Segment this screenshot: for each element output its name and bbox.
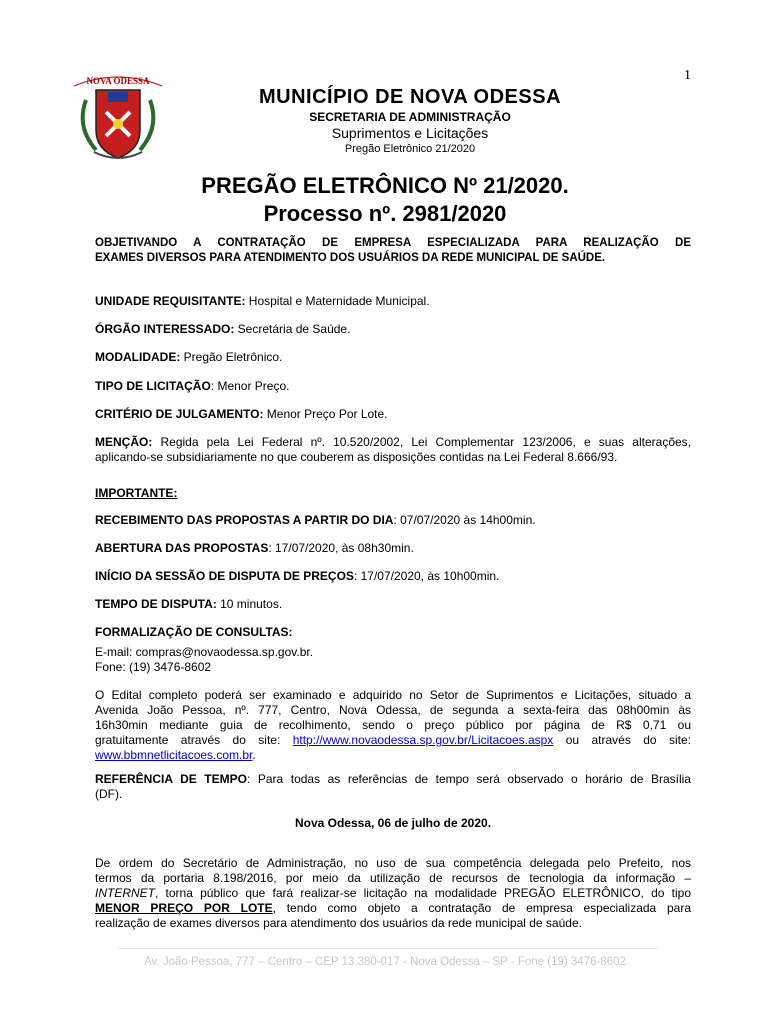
edital-paragraph	[95, 688, 691, 763]
closing-line-1: De ordem do Secretário de Administração, no uso de sua competência delegada pelo Prefeito, nos	[95, 856, 691, 870]
secretariat: SECRETARIA DE ADMINISTRAÇÃO	[309, 110, 511, 124]
consultas-email: E-mail: compras@novaodessa.sp.gov.br.	[95, 645, 314, 659]
reference: Pregão Eletrônico 21/2020	[344, 143, 476, 155]
internet-text: INTERNET	[95, 886, 155, 900]
field-label: CRITÉRIO DE JULGAMENTO:	[95, 407, 264, 421]
objective-line-2: EXAMES DIVERSOS PARA ATENDIMENTO DOS USUÁRIOS DA REDE MUNICIPAL DE SAÚDE.	[95, 252, 606, 264]
closing-line-5: realização de exames diversos para atendimento dos usuários da rede municipal de saúde.	[95, 916, 582, 930]
field-label: MODALIDADE:	[95, 350, 181, 364]
edital-line-4	[95, 733, 691, 748]
closing-text: , tendo como objeto a contratação de empresa especializada para	[272, 901, 692, 915]
field-mencao	[95, 435, 691, 465]
field-value: : 17/07/2020, às 10h00min.	[353, 569, 500, 583]
footer-address: Av. João Pessoa, 777 – Centro – CEP 13.380-017 - Nova Odessa – SP - Fone (19) 3476-8602	[144, 956, 626, 968]
mencao-text: Regida pela Lei Federal nº. 10.520/2002, Lei Complementar 123/2006, e suas alterações,	[152, 435, 691, 449]
field-label: TIPO DE LICITAÇÃO	[95, 379, 211, 393]
closing-text: , torna público que fará realizar-se licitação na modalidade PREGÃO ELETRÔNICO, do tipo	[155, 886, 691, 900]
field-tipo	[95, 379, 691, 394]
field-value: : 17/07/2020, às 08h30min.	[268, 541, 414, 555]
field-unidade	[95, 294, 691, 309]
menor-preco-text: MENOR PREÇO POR LOTE	[95, 901, 273, 915]
field-value: Hospital e Maternidade Municipal.	[245, 294, 430, 308]
edital-line-3: 16h30min mediante guia de recolhimento, sendo o preço público por página de R$ 0,71 ou	[95, 718, 691, 732]
logo-text: NOVA ODESSA	[86, 76, 150, 86]
edital-line-1: O Edital completo poderá ser examinado e adquirido no Setor de Suprimentos e Licitações, situado a	[95, 688, 691, 702]
field-value: Secretária de Saúde.	[234, 322, 351, 336]
referencia-line-2: (DF).	[95, 787, 123, 801]
field-label: TEMPO DE DISPUTA:	[95, 597, 217, 611]
field-orgao	[95, 322, 691, 337]
mencao-line-1	[95, 435, 691, 450]
field-label: ABERTURA DAS PROPOSTAS	[95, 541, 269, 555]
important-abertura	[95, 541, 691, 556]
coat-of-arms-icon	[66, 72, 170, 164]
important-heading-text: IMPORTANTE:	[95, 486, 178, 500]
referencia-paragraph	[95, 772, 691, 802]
edital-text: gratuitamente através do site:	[95, 733, 293, 747]
referencia-text: : Para todas as referências de tempo será observado o horário de Brasília	[246, 772, 691, 786]
edital-text: ou através do site:	[553, 733, 691, 747]
closing-paragraph	[95, 856, 691, 931]
objective-line-1: OBJETIVANDO A CONTRATAÇÃO DE EMPRESA ESPECIALIZADA PARA REALIZAÇÃO DE	[95, 237, 691, 249]
consultas-fone: Fone: (19) 3476-8602	[95, 660, 212, 674]
field-label: ÓRGÃO INTERESSADO:	[95, 322, 235, 336]
consultas-heading	[95, 625, 691, 640]
title-line-1: PREGÃO ELETRÔNICO Nº 21/2020.	[201, 173, 569, 198]
important-recebimento	[95, 513, 691, 528]
date-text: Nova Odessa, 06 de julho de 2020.	[294, 816, 492, 830]
closing-line-4	[95, 901, 691, 916]
field-label: UNIDADE REQUISITANTE:	[95, 294, 246, 308]
important-inicio	[95, 569, 691, 584]
referencia-line-1	[95, 772, 691, 787]
important-heading	[95, 486, 691, 501]
objective	[95, 236, 691, 266]
municipality-title: MUNICÍPIO DE NOVA ODESSA	[258, 86, 562, 108]
edital-line-5	[95, 748, 256, 762]
field-value: : Menor Preço.	[210, 379, 290, 393]
page-number: 1	[684, 68, 691, 83]
title-line-2: Processo nº. 2981/2020	[263, 201, 507, 226]
important-tempo	[95, 597, 691, 612]
field-label: INÍCIO DA SESSÃO DE DISPUTA DE PREÇOS	[95, 569, 354, 583]
bbmnet-link[interactable]: www.bbmnetlicitacoes.com.br	[95, 748, 253, 762]
closing-line-3	[95, 886, 691, 901]
edital-text: .	[252, 748, 256, 762]
date-line	[95, 816, 691, 831]
consultas-heading-text: FORMALIZAÇÃO DE CONSULTAS:	[95, 625, 293, 639]
field-value: Menor Preço Por Lote.	[263, 407, 388, 421]
mencao-line-2: aplicando-se subsidiariamente no que couberem as disposições contidas na Lei Federal 8.666/93.	[95, 450, 618, 464]
licitacoes-link[interactable]: http://www.novaodessa.sp.gov.br/Licitacoes.aspx	[292, 733, 554, 747]
field-criterio	[95, 407, 691, 422]
field-label: MENÇÃO:	[95, 435, 153, 449]
document-title	[95, 172, 675, 228]
field-value: Pregão Eletrônico.	[180, 350, 283, 364]
footer-divider	[118, 948, 658, 949]
closing-line-2: termos da portaria 8.198/2016, por meio da utilização de recursos de tecnologia da informação –	[95, 871, 691, 885]
field-value: 10 minutos.	[216, 597, 283, 611]
field-label: REFERÊNCIA DE TEMPO	[95, 772, 247, 786]
field-label: RECEBIMENTO DAS PROPOSTAS A PARTIR DO DIA	[95, 513, 394, 527]
field-value: : 07/07/2020 às 14h00min.	[393, 513, 536, 527]
field-modalidade	[95, 350, 691, 365]
department: Suprimentos e Licitações	[331, 125, 489, 141]
edital-line-2: Avenida João Pessoa, nº. 777, Centro, Nova Odessa, de segunda a sexta-feira das 08h00min às	[95, 703, 691, 717]
